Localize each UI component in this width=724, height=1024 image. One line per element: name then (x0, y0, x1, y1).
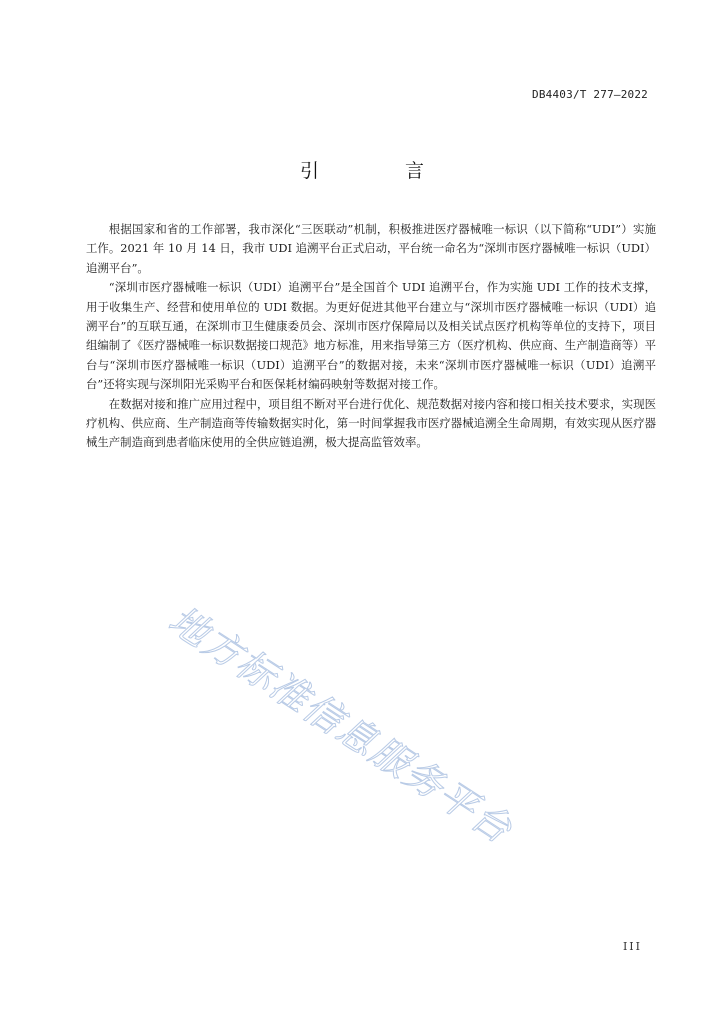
paragraph-3: 在数据对接和推广应用过程中，项目组不断对平台进行优化、规范数据对接内容和接口相关技术要求，实现医疗机构、供应商、生产制造商等传输数据实时化，第一时间掌握我市医疗器械追溯全生命周期，有效实现从医疗器械生产制造商到患者临床使用的全供应链追溯，极大提高监管效率。 (86, 396, 656, 450)
page-number: III (622, 940, 642, 953)
section-title: 引 言 (299, 160, 465, 182)
watermark: 地方标准信息服务平台 (161, 597, 521, 853)
document-code: DB4403/T 277—2022 (532, 88, 648, 101)
paragraph-2: “深圳市医疗器械唯一标识（UDI）追溯平台”是全国首个 UDI 追溯平台，作为实施 UDI 工作的技术支撑，用于收集生产、经营和使用单位的 UDI 数据。为更好促进其他平台建立与“深圳市医疗器械唯一标识（UDI）追溯平台”的互联互通，在深圳市卫生健康委员会、深圳市医疗保障局以及相关试点医疗机构等单位的支持下，项目组编制了《医疗器械唯一标识数据接口规范》地方标准，用来指导第三方（医疗机构、供应商、生产制造商等）平台与“深圳市医疗器械唯一标识（UDI）追溯平台”的数据对接，未来“深圳市医疗器械唯一标识（UDI）追溯平台”还将实现与深圳阳光采购平台和医保耗材编码映射等数据对接工作。 (86, 280, 656, 392)
document-body (86, 220, 656, 453)
paragraph-1: 根据国家和省的工作部署，我市深化“三医联动”机制，积极推进医疗器械唯一标识（以下简称“UDI”）实施工作。2021 年 10 月 14 日，我市 UDI 追溯平台正式启动，平台统一命名为“深圳市医疗器械唯一标识（UDI）追溯平台”。 (86, 222, 656, 275)
